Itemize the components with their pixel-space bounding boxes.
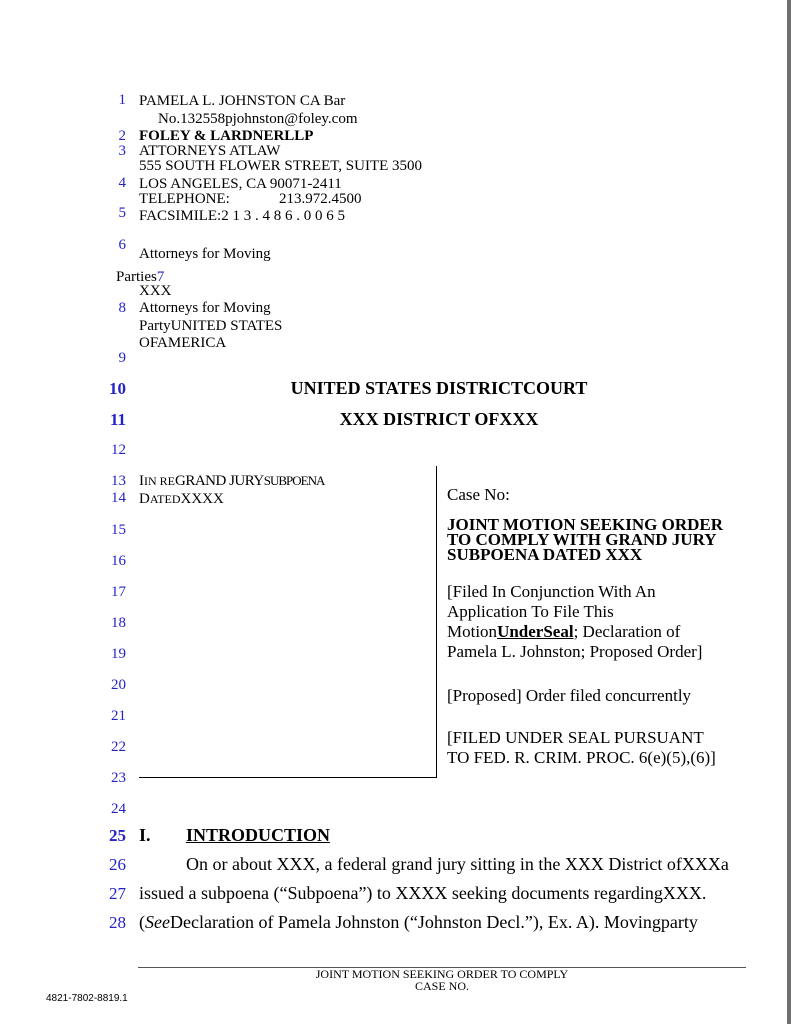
caption-bottom-rule	[139, 777, 437, 778]
line-number: 16	[111, 553, 126, 569]
document-id: 4821-7802-8819.1	[46, 993, 128, 1004]
body-paragraph-line: (SeeDeclaration of Pamela Johnston (“Johnston Decl.”), Ex. A). Movingparty	[139, 912, 698, 932]
proposed-order-note: [Proposed] Order filed concurrently	[447, 686, 692, 705]
line-number: 18	[111, 615, 126, 631]
line-number: 9	[118, 350, 126, 366]
telephone-label: TELEPHONE:	[139, 191, 230, 207]
line-number: 25	[109, 826, 126, 845]
case-number-label: Case No:	[447, 485, 510, 504]
line-number: 15	[111, 522, 126, 538]
attorneys-for-moving: Attorneys for Moving	[139, 246, 271, 262]
line-number: 26	[109, 855, 126, 874]
line-number: 4	[118, 175, 126, 191]
line-number: 21	[111, 708, 126, 724]
line-number: 27	[109, 884, 126, 903]
of-america: OFAMERICA	[139, 335, 227, 351]
firm-street: 555 SOUTH FLOWER STREET, SUITE 3500	[139, 158, 423, 174]
attorneys-for-moving: Attorneys for Moving	[139, 300, 271, 316]
line-number: 14	[111, 490, 126, 506]
attorney-bar-email: No.132558pjohnston@foley.com	[158, 111, 358, 127]
firm-city: LOS ANGELES, CA 90071-2411	[139, 176, 342, 192]
line-number: 22	[111, 739, 126, 755]
line-number: 13	[111, 473, 126, 489]
moving-party-xxx: XXX	[139, 283, 172, 299]
section-number: I.	[139, 825, 151, 845]
line-number: 7	[156, 269, 165, 285]
court-district: XXX DISTRICT OFXXX	[339, 409, 539, 429]
line-number: 28	[109, 913, 126, 932]
line-number: 23	[111, 770, 126, 786]
attorneys-at-law: ATTORNEYS ATLAW	[139, 143, 281, 159]
attorney-name: PAMELA L. JOHNSTON CA Bar	[139, 93, 346, 109]
line-number: 3	[118, 143, 126, 159]
facsimile: FACSIMILE:2 1 3 . 4 8 6 . 0 0 6 5	[139, 208, 345, 224]
line-number: 11	[109, 410, 126, 429]
under-seal-note: [FILED UNDER SEAL PURSUANT TO FED. R. CRIM. PROC. 6(e)(5),(6)]	[447, 728, 716, 767]
line-number: 19	[111, 646, 126, 662]
document-title: JOINT MOTION SEEKING ORDER TO COMPLY WITH GRAND JURY SUBPOENA DATED XXX	[447, 515, 723, 564]
caption-in-re: IIN REGRAND JURYSUBPOENA DATEDXXXX	[139, 473, 325, 507]
parties-label: Parties7	[116, 269, 165, 285]
line-number: 24	[111, 801, 126, 817]
section-title: INTRODUCTION	[186, 825, 331, 845]
filed-in-conjunction: [Filed In Conjunction With An Application To File This MotionUnderSeal; Declaration of Pamela L. Johnston; Proposed Order]	[447, 582, 703, 661]
telephone-number: 213.972.4500	[279, 191, 362, 207]
page-edge	[787, 0, 791, 1024]
court-name: UNITED STATES DISTRICTCOURT	[290, 378, 588, 398]
line-number: 1	[118, 92, 126, 108]
line-number: 2	[118, 128, 126, 144]
firm-name: FOLEY & LARDNERLLP	[139, 128, 314, 144]
footer-title: JOINT MOTION SEEKING ORDER TO COMPLY	[315, 967, 569, 981]
body-paragraph-line: On or about XXX, a federal grand jury sitting in the XXX District ofXXXa	[186, 854, 729, 874]
line-number: 5	[118, 205, 126, 221]
caption-vertical-rule	[436, 466, 437, 778]
line-number: 8	[118, 300, 126, 316]
line-number: 12	[111, 442, 126, 458]
line-number: 10	[109, 379, 126, 398]
body-paragraph-line: issued a subpoena (“Subpoena”) to XXXX seeking documents regardingXXX.	[139, 883, 707, 903]
footer-case-no: CASE NO.	[414, 979, 469, 993]
line-number: 17	[111, 584, 126, 600]
party-united-states: PartyUNITED STATES	[139, 318, 283, 334]
line-number: 6	[118, 237, 126, 253]
line-number: 20	[111, 677, 126, 693]
